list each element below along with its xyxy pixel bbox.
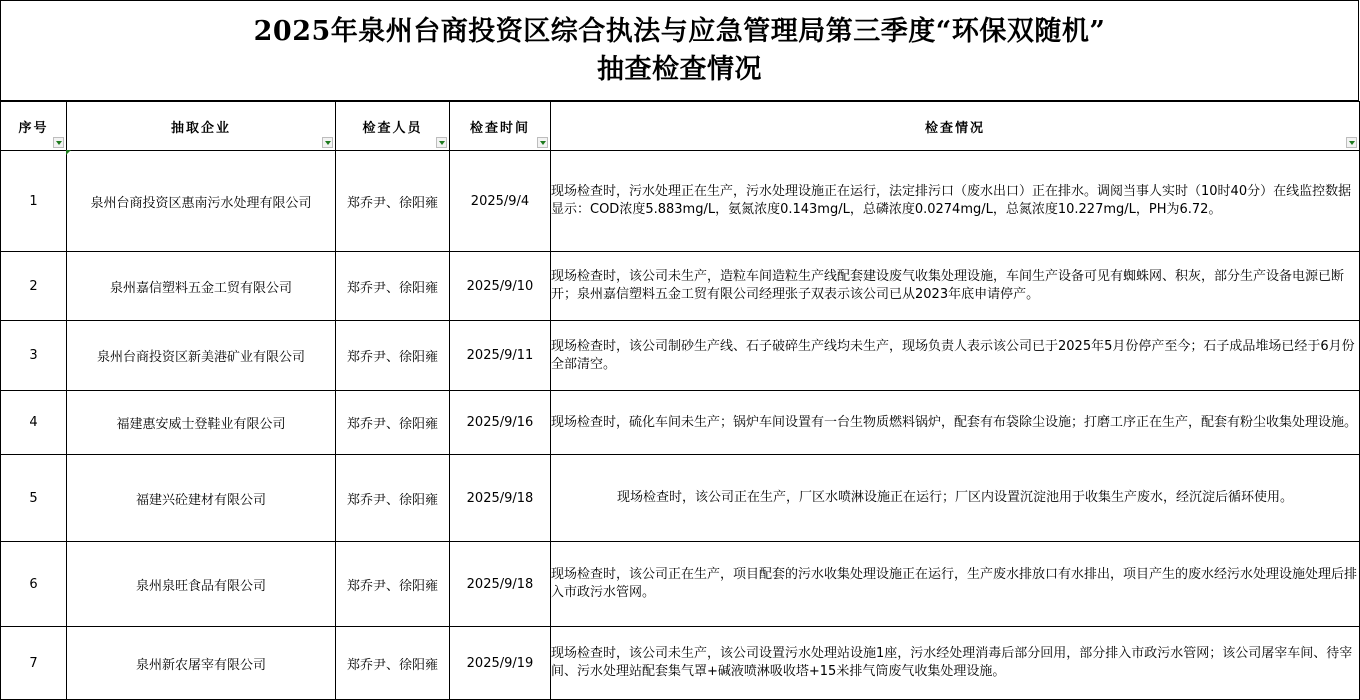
filter-dropdown-icon[interactable]	[322, 137, 333, 148]
cell-detail[interactable]: 现场检查时，该公司未生产，造粒车间造粒生产线配套建设废气收集处理设施，车间生产设备可见有蜘蛛网、积灰，部分生产设备电源已断开；泉州嘉信塑料五金工贸有限公司经理张子双表示该公司已从2023年底申请停产。	[551, 252, 1360, 321]
filter-dropdown-icon[interactable]	[53, 137, 64, 148]
table-row	[1, 542, 1360, 627]
cell-detail[interactable]: 现场检查时，该公司制砂生产线、石子破碎生产线均未生产，现场负责人表示该公司已于2025年5月份停产至今；石子成品堆场已经于6月份全部清空。	[551, 321, 1360, 391]
table-row	[1, 391, 1360, 455]
cell-inspectors[interactable]: 郑乔尹、徐阳雍	[336, 455, 450, 542]
header-inspectors[interactable]	[336, 102, 450, 151]
cell-company[interactable]: 泉州台商投资区惠南污水处理有限公司	[67, 151, 336, 252]
cell-detail[interactable]: 现场检查时，该公司正在生产，厂区水喷淋设施正在运行；厂区内设置沉淀池用于收集生产废水，经沉淀后循环使用。	[551, 455, 1360, 542]
cell-detail[interactable]: 现场检查时，该公司未生产，该公司设置污水处理站设施1座，污水经处理消毒后部分回用，部分排入市政污水管网；该公司屠宰车间、待宰间、污水处理站配套集气罩+碱液喷淋吸收塔+15米排气筒废气收集处理设施。	[551, 627, 1360, 700]
cell-index[interactable]: 1	[1, 151, 67, 252]
cell-index[interactable]: 4	[1, 391, 67, 455]
table-row	[1, 321, 1360, 391]
cell-inspectors[interactable]: 郑乔尹、徐阳雍	[336, 252, 450, 321]
header-date-label: 检查时间	[469, 120, 530, 136]
cell-date[interactable]: 2025/9/10	[450, 252, 551, 321]
table-row	[1, 252, 1360, 321]
cell-detail[interactable]: 现场检查时，该公司正在生产，项目配套的污水收集处理设施正在运行，生产废水排放口有水排出，项目产生的废水经污水处理设施处理后排入市政污水管网。	[551, 542, 1360, 627]
cell-index[interactable]: 7	[1, 627, 67, 700]
table-row	[1, 151, 1360, 252]
header-date[interactable]	[450, 102, 551, 151]
header-row	[1, 102, 1360, 151]
cell-date[interactable]: 2025/9/19	[450, 627, 551, 700]
cell-index[interactable]: 2	[1, 252, 67, 321]
cell-detail[interactable]: 现场检查时，硫化车间未生产；锅炉车间设置有一台生物质燃料锅炉，配套有布袋除尘设施；打磨工序正在生产，配套有粉尘收集处理设施。	[551, 391, 1360, 455]
cell-comment-indicator-icon	[66, 150, 71, 155]
cell-date[interactable]: 2025/9/4	[450, 151, 551, 252]
filter-dropdown-icon[interactable]	[537, 137, 548, 148]
cell-company[interactable]: 福建惠安威士登鞋业有限公司	[67, 391, 336, 455]
title-line-2: 抽查检查情况	[597, 53, 762, 85]
cell-date[interactable]: 2025/9/18	[450, 455, 551, 542]
header-company[interactable]	[67, 102, 336, 151]
cell-inspectors[interactable]: 郑乔尹、徐阳雍	[336, 627, 450, 700]
cell-company[interactable]: 泉州新农屠宰有限公司	[67, 627, 336, 700]
inspection-table	[0, 101, 1360, 700]
header-detail[interactable]	[551, 102, 1360, 151]
table-row	[1, 455, 1360, 542]
cell-inspectors[interactable]: 郑乔尹、徐阳雍	[336, 391, 450, 455]
cell-detail[interactable]: 现场检查时，污水处理正在生产，污水处理设施正在运行，法定排污口（废水出口）正在排水。调阅当事人实时（10时40分）在线监控数据显示：COD浓度5.883mg/L，氨氮浓度0.143mg/L，总磷浓度0.0274mg/L，总氮浓度10.227mg/L，PH为6.72。	[551, 151, 1360, 252]
cell-index[interactable]: 6	[1, 542, 67, 627]
header-index-label: 序号	[18, 120, 49, 136]
filter-dropdown-icon[interactable]	[1346, 137, 1357, 148]
header-detail-label: 检查情况	[924, 120, 985, 136]
cell-index[interactable]: 3	[1, 321, 67, 391]
table-row	[1, 627, 1360, 700]
cell-index[interactable]: 5	[1, 455, 67, 542]
cell-inspectors[interactable]: 郑乔尹、徐阳雍	[336, 542, 450, 627]
filter-dropdown-icon[interactable]	[436, 137, 447, 148]
cell-inspectors[interactable]: 郑乔尹、徐阳雍	[336, 151, 450, 252]
cell-company[interactable]: 泉州台商投资区新美港矿业有限公司	[67, 321, 336, 391]
cell-date[interactable]: 2025/9/18	[450, 542, 551, 627]
title-line-1: 2025年泉州台商投资区综合执法与应急管理局第三季度“环保双随机”	[253, 15, 1106, 47]
cell-inspectors[interactable]: 郑乔尹、徐阳雍	[336, 321, 450, 391]
header-index[interactable]	[1, 102, 67, 151]
cell-date[interactable]: 2025/9/11	[450, 321, 551, 391]
cell-company[interactable]: 泉州泉旺食品有限公司	[67, 542, 336, 627]
header-company-label: 抽取企业	[170, 120, 231, 136]
title-cell[interactable]	[0, 0, 1359, 101]
cell-company[interactable]: 福建兴砼建材有限公司	[67, 455, 336, 542]
cell-date[interactable]: 2025/9/16	[450, 391, 551, 455]
header-inspectors-label: 检查人员	[362, 120, 423, 136]
cell-company[interactable]: 泉州嘉信塑料五金工贸有限公司	[67, 252, 336, 321]
